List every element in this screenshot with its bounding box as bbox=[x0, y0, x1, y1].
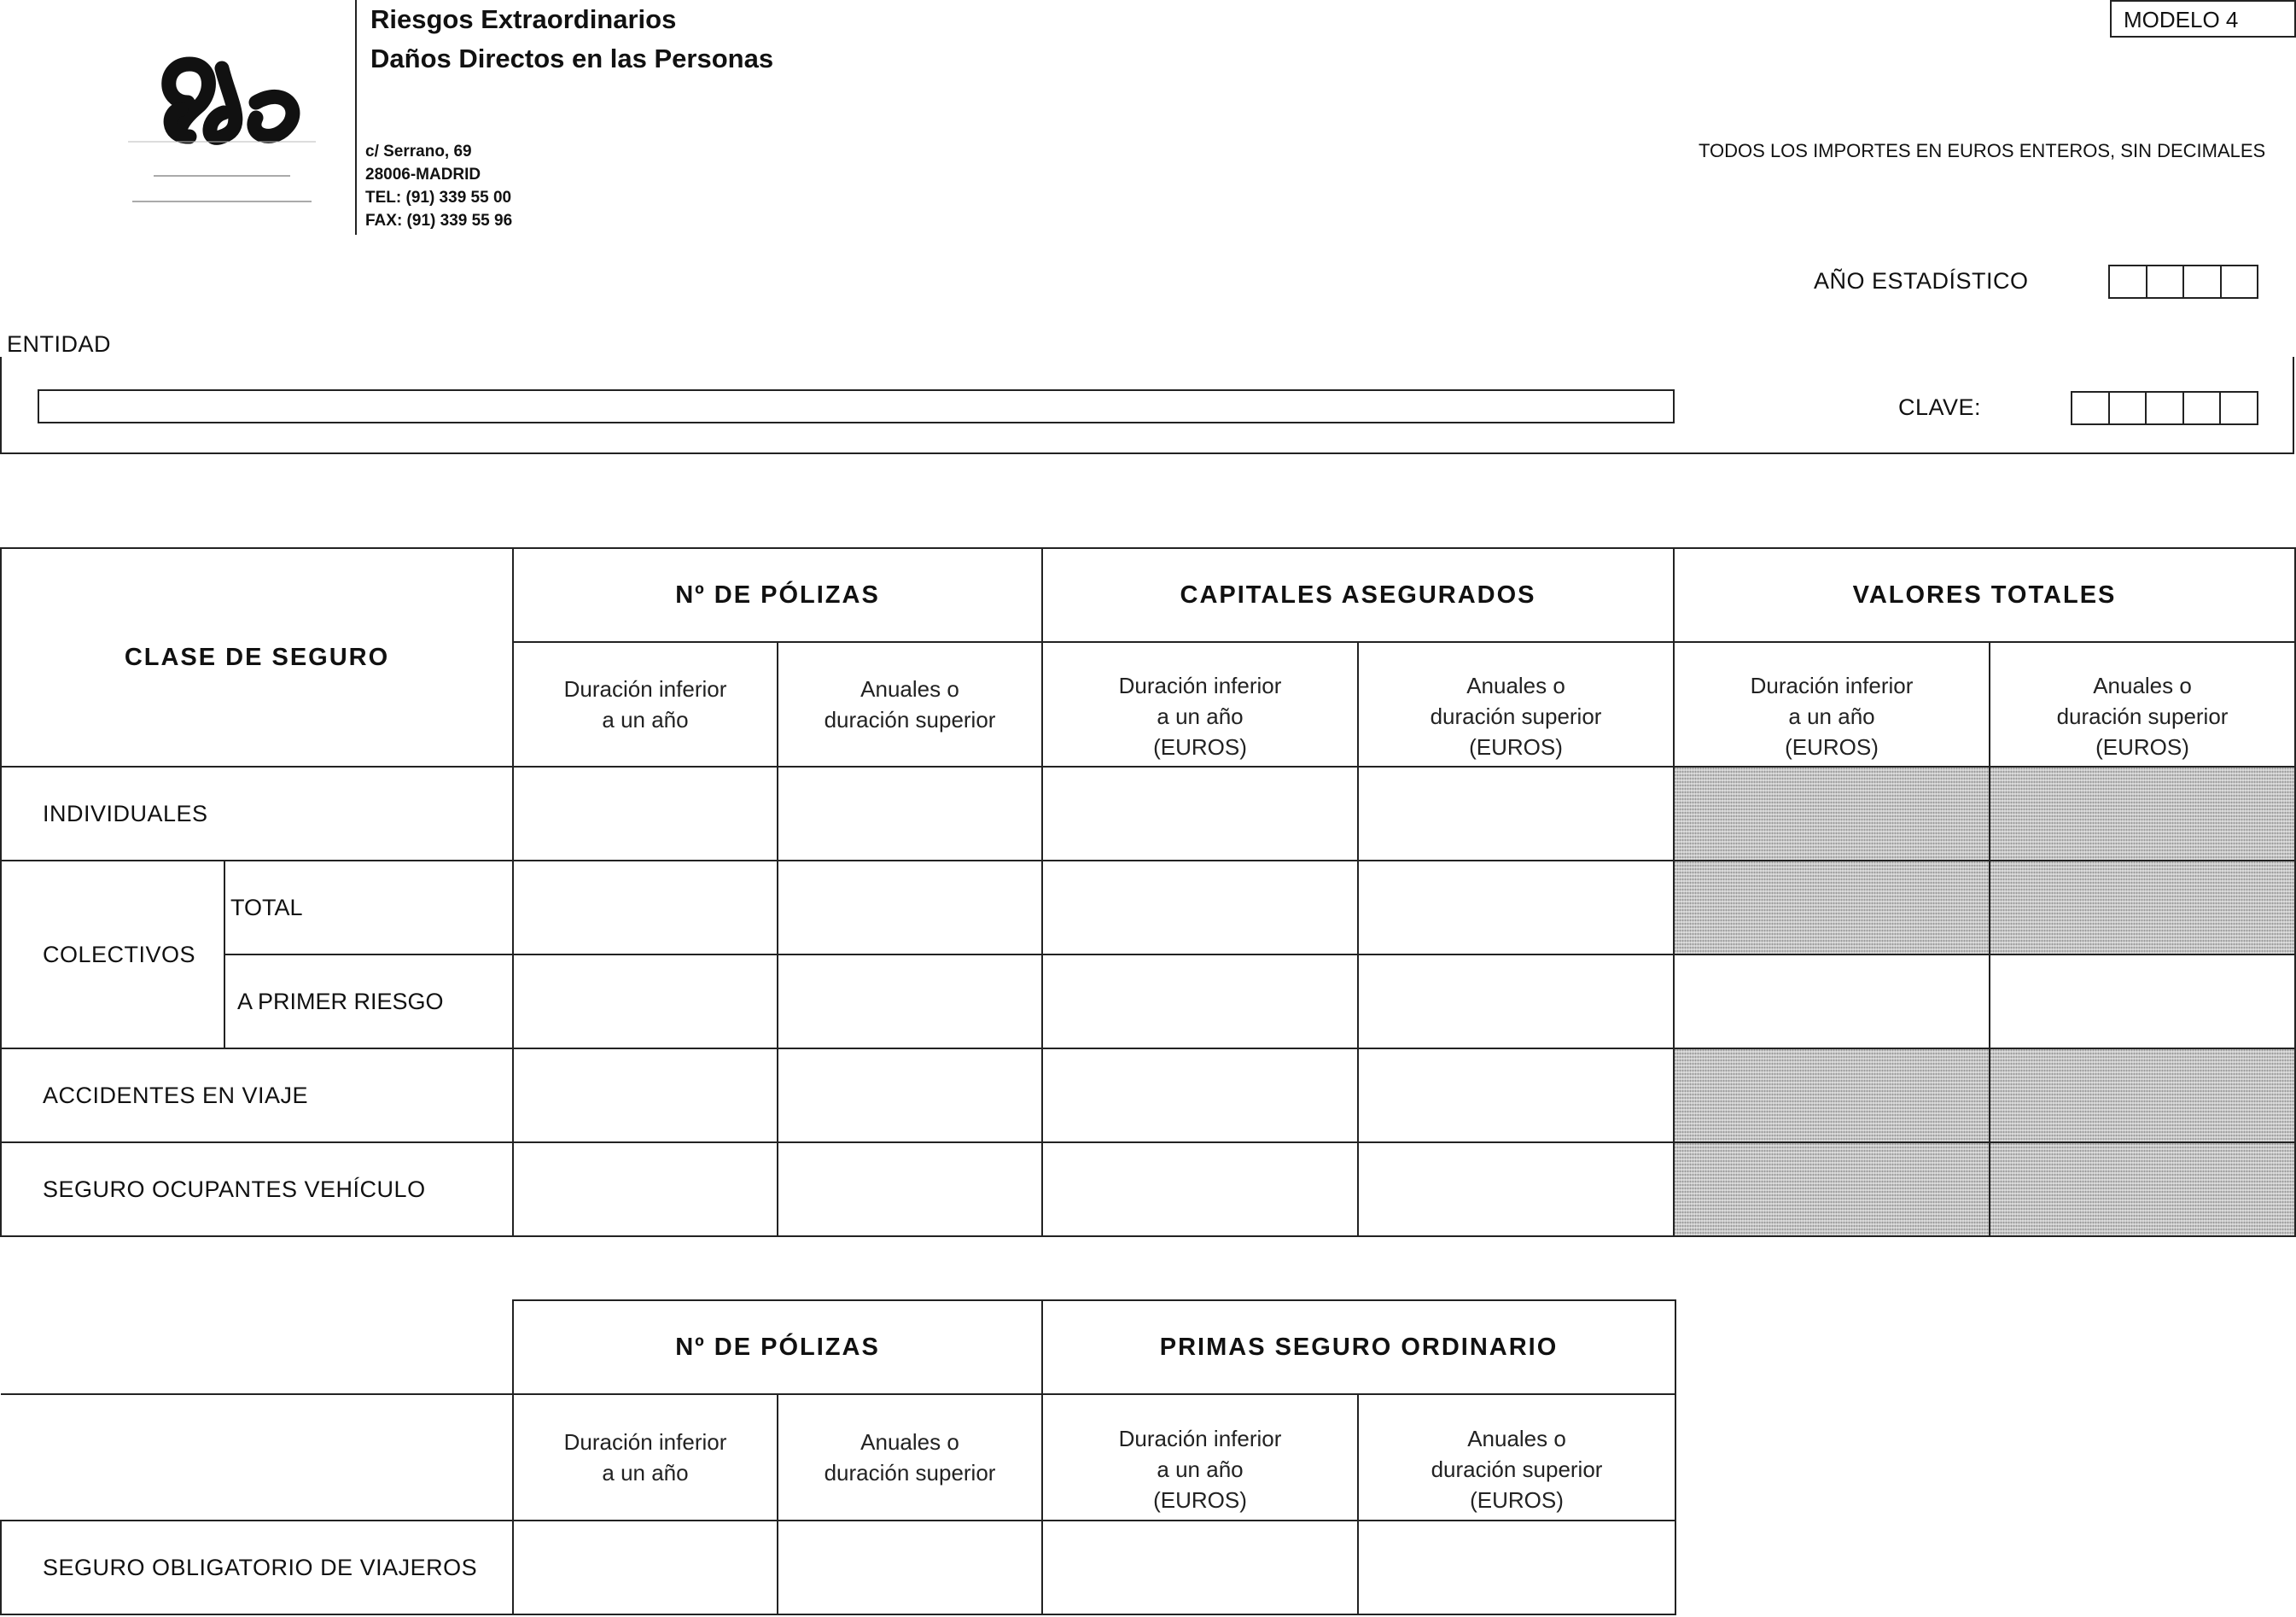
row-label-total: TOTAL bbox=[224, 861, 513, 954]
key-digit[interactable] bbox=[2147, 393, 2184, 423]
sub-text: (EUROS) bbox=[2095, 734, 2189, 760]
sub-text: Anuales o bbox=[860, 1429, 959, 1455]
subheader-inferior-euros bbox=[1042, 1394, 1358, 1521]
input-cell[interactable] bbox=[1042, 767, 1358, 861]
input-cell[interactable] bbox=[513, 954, 778, 1048]
year-digit[interactable] bbox=[2184, 266, 2222, 297]
sub-text: a un año bbox=[1157, 1456, 1244, 1482]
title-line-1: Riesgos Extraordinarios bbox=[370, 4, 677, 34]
euros-note: TODOS LOS IMPORTES EN EUROS ENTEROS, SIN DECIMALES bbox=[1699, 140, 2266, 161]
sub-text: duración superior bbox=[824, 707, 996, 733]
shaded-cell bbox=[1990, 861, 2295, 954]
input-cell[interactable] bbox=[778, 1521, 1042, 1614]
header-primas-ordinario: PRIMAS SEGURO ORDINARIO bbox=[1042, 1300, 1675, 1394]
address-city: 28006-MADRID bbox=[365, 166, 481, 184]
header-capitales-asegurados: CAPITALES ASEGURADOS bbox=[1042, 548, 1674, 642]
input-cell[interactable] bbox=[1358, 1521, 1675, 1614]
row-label-individuales: INDIVIDUALES bbox=[1, 767, 513, 861]
shaded-cell bbox=[1674, 767, 1990, 861]
input-cell[interactable] bbox=[778, 767, 1042, 861]
input-cell[interactable] bbox=[1042, 861, 1358, 954]
table-row bbox=[1, 1048, 2295, 1142]
address-tel: TEL: (91) 339 55 00 bbox=[365, 189, 512, 207]
year-label: AÑO ESTADÍSTICO bbox=[1814, 268, 2029, 294]
row-label-ocupantes: SEGURO OCUPANTES VEHÍCULO bbox=[1, 1142, 513, 1236]
entity-input[interactable] bbox=[38, 389, 1675, 423]
header-clase-seguro: CLASE DE SEGURO bbox=[1, 548, 513, 767]
empty-corner bbox=[1, 1394, 513, 1521]
year-digit[interactable] bbox=[2110, 266, 2147, 297]
sub-text: duración superior bbox=[1431, 1456, 1603, 1482]
row-label-colectivos: COLECTIVOS bbox=[1, 861, 224, 1048]
sub-text: Anuales o bbox=[2093, 673, 2192, 698]
sub-text: a un año bbox=[1788, 703, 1875, 729]
row-label-obligatorio: SEGURO OBLIGATORIO DE VIAJEROS bbox=[1, 1521, 513, 1614]
input-cell[interactable] bbox=[1358, 767, 1674, 861]
form-title bbox=[370, 0, 773, 79]
input-cell[interactable] bbox=[1042, 1048, 1358, 1142]
subheader-anuales bbox=[778, 1394, 1042, 1521]
sub-text: (EUROS) bbox=[1153, 1487, 1247, 1513]
subheader-anuales-euros bbox=[1990, 642, 2295, 767]
shaded-cell bbox=[1990, 767, 2295, 861]
header-num-polizas-2: Nº DE PÓLIZAS bbox=[513, 1300, 1042, 1394]
consorcio-logo-icon bbox=[128, 17, 333, 222]
insurance-class-table bbox=[0, 547, 2296, 1237]
row-label-primer-riesgo: A PRIMER RIESGO bbox=[224, 954, 513, 1048]
header-divider bbox=[355, 0, 357, 235]
input-cell[interactable] bbox=[513, 767, 778, 861]
sub-text: (EUROS) bbox=[1470, 1487, 1564, 1513]
sub-text: Duración inferior bbox=[563, 676, 727, 702]
row-label-accidentes: ACCIDENTES EN VIAJE bbox=[1, 1048, 513, 1142]
input-cell[interactable] bbox=[1358, 954, 1674, 1048]
shaded-cell bbox=[1990, 1048, 2295, 1142]
table-row bbox=[1, 767, 2295, 861]
sub-text: (EUROS) bbox=[1469, 734, 1563, 760]
sub-text: (EUROS) bbox=[1153, 734, 1247, 760]
title-line-2: Daños Directos en las Personas bbox=[370, 44, 774, 73]
entity-label: ENTIDAD bbox=[7, 331, 112, 357]
input-cell[interactable] bbox=[513, 1142, 778, 1236]
input-cell[interactable] bbox=[778, 954, 1042, 1048]
header-valores-totales: VALORES TOTALES bbox=[1674, 548, 2295, 642]
subheader-anuales bbox=[778, 642, 1042, 767]
sub-text: duración superior bbox=[1430, 703, 1602, 729]
subheader-anuales-euros bbox=[1358, 642, 1674, 767]
key-digit[interactable] bbox=[2110, 393, 2147, 423]
input-cell[interactable] bbox=[513, 861, 778, 954]
address-fax: FAX: (91) 339 55 96 bbox=[365, 212, 513, 230]
key-label: CLAVE: bbox=[1898, 394, 1982, 420]
sub-text: a un año bbox=[602, 1460, 689, 1486]
sub-text: Duración inferior bbox=[563, 1429, 727, 1455]
subheader-inferior-euros bbox=[1674, 642, 1990, 767]
table-row bbox=[1, 1521, 1675, 1614]
empty-corner bbox=[1, 1300, 513, 1394]
year-digits-field[interactable] bbox=[2108, 265, 2258, 299]
sub-text: Duración inferior bbox=[1118, 673, 1282, 698]
subheader-inferior bbox=[513, 1394, 778, 1521]
key-digit[interactable] bbox=[2221, 393, 2257, 423]
input-cell[interactable] bbox=[778, 1142, 1042, 1236]
sub-text: Anuales o bbox=[860, 676, 959, 702]
subheader-inferior-euros bbox=[1042, 642, 1358, 767]
input-cell[interactable] bbox=[1042, 954, 1358, 1048]
input-cell[interactable] bbox=[1042, 1521, 1358, 1614]
sub-text: a un año bbox=[1157, 703, 1244, 729]
sub-text: (EUROS) bbox=[1785, 734, 1879, 760]
table-row bbox=[1, 1142, 2295, 1236]
input-cell[interactable] bbox=[1990, 954, 2295, 1048]
sub-text: Anuales o bbox=[1467, 1426, 1566, 1451]
input-cell[interactable] bbox=[1358, 861, 1674, 954]
obligatory-insurance-table bbox=[0, 1299, 1676, 1615]
shaded-cell bbox=[1674, 1048, 1990, 1142]
input-cell[interactable] bbox=[513, 1521, 778, 1614]
sub-text: Anuales o bbox=[1466, 673, 1565, 698]
shaded-cell bbox=[1674, 861, 1990, 954]
logo bbox=[128, 17, 333, 222]
model-badge bbox=[2110, 0, 2296, 38]
input-cell[interactable] bbox=[1358, 1142, 1674, 1236]
header-num-polizas: Nº DE PÓLIZAS bbox=[513, 548, 1042, 642]
sub-text: a un año bbox=[602, 707, 689, 733]
subheader-anuales-euros bbox=[1358, 1394, 1675, 1521]
input-cell[interactable] bbox=[1358, 1048, 1674, 1142]
shaded-cell bbox=[1674, 1142, 1990, 1236]
shaded-cell bbox=[1990, 1142, 2295, 1236]
input-cell[interactable] bbox=[513, 1048, 778, 1142]
input-cell[interactable] bbox=[778, 1048, 1042, 1142]
input-cell[interactable] bbox=[1042, 1142, 1358, 1236]
model-label: MODELO 4 bbox=[2124, 7, 2239, 32]
sub-text: duración superior bbox=[824, 1460, 996, 1486]
year-digit[interactable] bbox=[2147, 266, 2185, 297]
address-street: c/ Serrano, 69 bbox=[365, 143, 472, 161]
input-cell[interactable] bbox=[1674, 954, 1990, 1048]
key-digit[interactable] bbox=[2184, 393, 2222, 423]
key-digits-field[interactable] bbox=[2071, 391, 2258, 425]
sub-text: duración superior bbox=[2056, 703, 2229, 729]
subheader-inferior bbox=[513, 642, 778, 767]
sub-text: Duración inferior bbox=[1750, 673, 1914, 698]
key-digit[interactable] bbox=[2072, 393, 2110, 423]
input-cell[interactable] bbox=[778, 861, 1042, 954]
address-block bbox=[365, 140, 512, 232]
year-digit[interactable] bbox=[2222, 266, 2258, 297]
sub-text: Duración inferior bbox=[1118, 1426, 1282, 1451]
table-row bbox=[1, 861, 2295, 954]
table-row bbox=[1, 954, 2295, 1048]
